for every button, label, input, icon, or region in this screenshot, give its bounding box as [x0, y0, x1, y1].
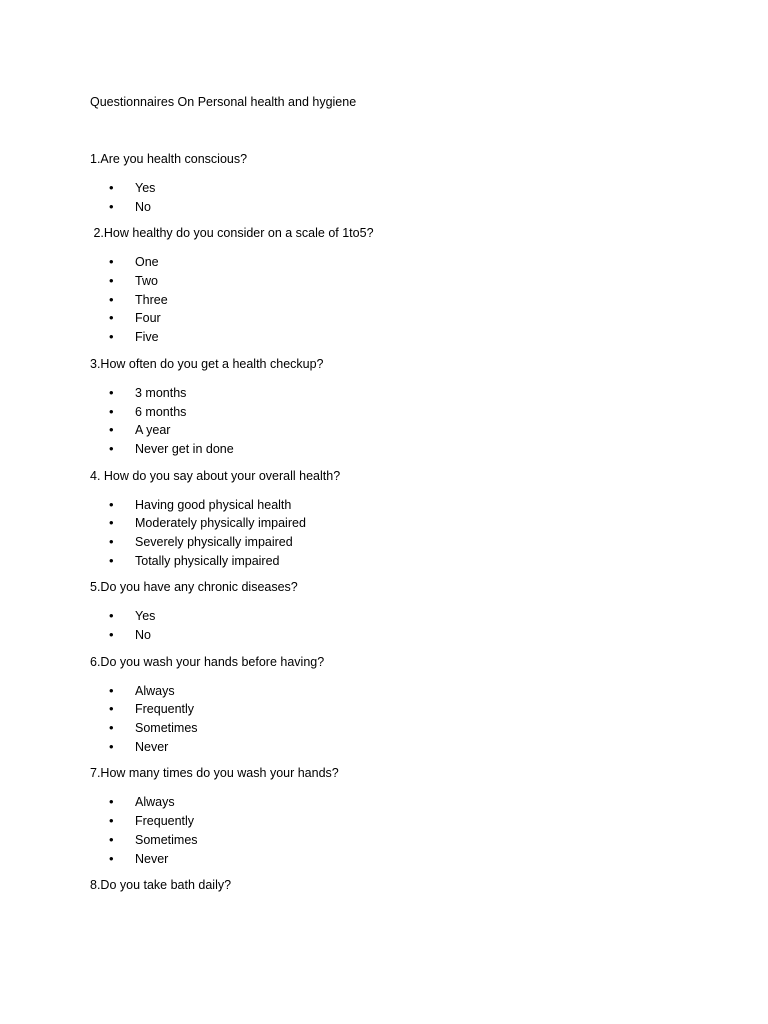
answer-option-label: 3 months [135, 385, 187, 400]
question-text: 3.How often do you get a health checkup? [90, 356, 324, 371]
question-list [90, 150, 710, 905]
bullet-icon: • [109, 552, 114, 568]
answer-option-label: Three [135, 292, 168, 307]
answer-option-label: Sometimes [135, 721, 198, 736]
answer-option-label: No [135, 628, 151, 642]
bullet-icon: • [109, 682, 114, 698]
answer-option-label: Severely physically impaired [135, 534, 293, 549]
answer-options-list [90, 496, 710, 571]
answer-option [90, 719, 710, 738]
bullet-icon: • [109, 403, 114, 419]
answer-option-label: Four [135, 311, 161, 326]
answer-option [90, 291, 710, 310]
answer-option [90, 253, 710, 272]
answer-option [90, 626, 710, 645]
bullet-icon: • [109, 831, 114, 847]
bullet-icon: • [109, 738, 114, 754]
answer-option-label: Frequently [135, 814, 195, 829]
answer-option-label: A year [135, 423, 171, 438]
bullet-icon: • [109, 198, 114, 214]
answer-option [90, 700, 710, 719]
bullet-icon: • [109, 310, 114, 326]
answer-option-label: Yes [135, 181, 156, 195]
answer-option-label: 6 months [135, 404, 187, 419]
answer-option [90, 440, 710, 459]
answer-option [90, 309, 710, 328]
answer-options-list [90, 682, 710, 757]
answer-option-label: Having good physical health [135, 497, 292, 512]
bullet-icon: • [109, 701, 114, 717]
answer-option-label: Sometimes [135, 832, 198, 847]
answer-options-list [90, 179, 710, 216]
answer-option-label: Never get in done [135, 441, 234, 456]
bullet-icon: • [109, 794, 114, 810]
answer-option-label: Totally physically impaired [135, 553, 280, 568]
bullet-icon: • [109, 813, 114, 829]
answer-option [90, 384, 710, 403]
question-block [90, 467, 710, 571]
answer-option-label: Always [135, 795, 175, 810]
question-text: 5.Do you have any chronic diseases? [90, 580, 298, 595]
bullet-icon: • [109, 515, 114, 531]
bullet-icon: • [109, 533, 114, 549]
answer-option [90, 607, 710, 626]
question-block [90, 150, 710, 216]
answer-option-label: Frequently [135, 702, 195, 717]
answer-option [90, 533, 710, 552]
answer-options-list [90, 384, 710, 459]
question-block [90, 355, 710, 459]
bullet-icon: • [109, 422, 114, 438]
bullet-icon: • [109, 291, 114, 307]
answer-option [90, 496, 710, 515]
question-block [90, 224, 710, 346]
bullet-icon: • [109, 608, 114, 624]
document-title: Questionnaires On Personal health and hygiene [90, 95, 357, 109]
answer-option-label: Yes [135, 609, 156, 624]
answer-option [90, 328, 710, 347]
answer-option [90, 403, 710, 422]
answer-option-label: Moderately physically impaired [135, 516, 306, 531]
answer-option-label: Five [135, 330, 159, 345]
bullet-icon: • [109, 384, 114, 400]
question-block [90, 876, 710, 894]
answer-option [90, 179, 710, 198]
bullet-icon: • [109, 440, 114, 456]
question-block [90, 653, 710, 757]
answer-options-list [90, 793, 710, 868]
bullet-icon: • [109, 627, 114, 642]
answer-option-label: Never [135, 739, 169, 754]
question-block [90, 578, 710, 644]
bullet-icon: • [109, 180, 114, 195]
answer-option [90, 682, 710, 701]
answer-option [90, 850, 710, 869]
question-text: 4. How do you say about your overall health? [90, 468, 341, 483]
answer-option [90, 421, 710, 440]
question-text: 8.Do you take bath daily? [90, 878, 232, 893]
question-block [90, 764, 710, 868]
question-text: 6.Do you wash your hands before having? [90, 654, 325, 669]
answer-option-label: One [135, 255, 159, 270]
question-text: 1.Are you health conscious? [90, 152, 248, 166]
bullet-icon: • [109, 850, 114, 866]
answer-option-label: Never [135, 851, 169, 866]
answer-option [90, 514, 710, 533]
answer-option [90, 552, 710, 571]
answer-option-label: No [135, 199, 151, 214]
answer-option [90, 272, 710, 291]
bullet-icon: • [109, 254, 114, 270]
answer-option-label: Always [135, 683, 175, 698]
answer-options-list [90, 607, 710, 644]
bullet-icon: • [109, 329, 114, 345]
bullet-icon: • [109, 273, 114, 289]
answer-option-label: Two [135, 274, 158, 289]
answer-option [90, 812, 710, 831]
answer-option [90, 793, 710, 812]
question-text: 2.How healthy do you consider on a scale of 1to5? [90, 226, 374, 241]
question-text: 7.How many times do you wash your hands? [90, 766, 339, 781]
bullet-icon: • [109, 720, 114, 736]
bullet-icon: • [109, 496, 114, 512]
answer-option [90, 831, 710, 850]
answer-options-list [90, 253, 710, 346]
answer-option [90, 198, 710, 217]
answer-option [90, 738, 710, 757]
